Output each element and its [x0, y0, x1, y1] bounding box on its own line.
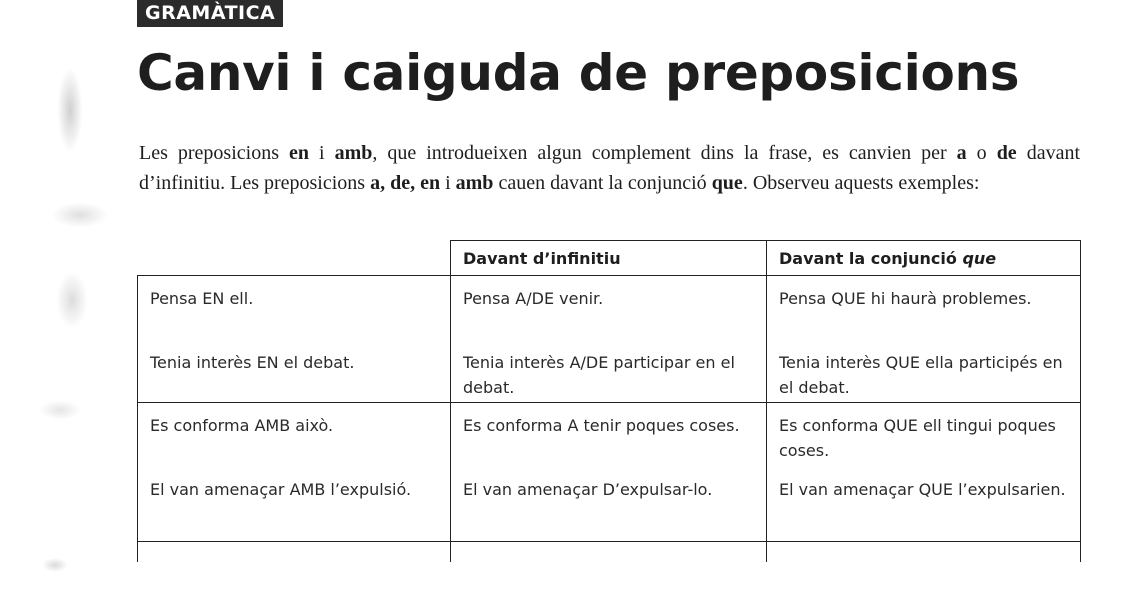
- page-title: Canvi i caiguda de preposicions: [137, 44, 1020, 102]
- table-cell: El van amenaçar D’expulsar-lo.: [451, 477, 767, 542]
- table-row: [138, 276, 1081, 351]
- header-before-que-label: Davant la conjunció: [779, 248, 963, 268]
- table-cell: Es conforma A tenir poques coses.: [451, 403, 767, 478]
- intro-keyword: de: [996, 142, 1017, 164]
- intro-text: o: [966, 142, 997, 164]
- header-empty-cell: [138, 241, 451, 276]
- table-cell: [138, 542, 451, 563]
- intro-text: davant d’infinitiu. Les preposicions: [139, 142, 1081, 194]
- intro-text: . Observeu aquests exemples:: [742, 172, 980, 194]
- table-cell: El van amenaçar QUE l’expulsarien.: [767, 477, 1081, 542]
- table-cell: Es conforma AMB això.: [138, 403, 451, 478]
- intro-keyword: amb: [455, 172, 494, 194]
- intro-keyword: en: [288, 142, 309, 164]
- intro-text: cauen davant la conjunció: [493, 172, 712, 194]
- table-cell: [767, 542, 1081, 563]
- table-cell: El van amenaçar AMB l’expulsió.: [138, 477, 451, 542]
- table-row: [138, 477, 1081, 542]
- table-cell: Tenia interès A/DE participar en el debat.: [451, 350, 767, 403]
- intro-paragraph: [139, 138, 1080, 198]
- intro-keyword: amb: [334, 142, 373, 164]
- table-row-cutoff: [138, 542, 1081, 563]
- intro-keyword: que: [711, 172, 743, 194]
- intro-keyword: a: [956, 142, 967, 164]
- intro-text: Les preposicions: [139, 142, 289, 164]
- table-cell: Tenia interès QUE ella participés en el debat.: [767, 350, 1081, 403]
- table-cell: Pensa EN ell.: [138, 276, 451, 351]
- table-cell: Pensa A/DE venir.: [451, 276, 767, 351]
- table-cell: Es conforma QUE ell tingui poques coses.: [767, 403, 1081, 478]
- intro-text: i: [440, 172, 456, 194]
- table-header-row: [138, 241, 1081, 276]
- table-cell: Pensa QUE hi haurà problemes.: [767, 276, 1081, 351]
- header-before-que: [767, 241, 1081, 276]
- intro-keyword: a, de, en: [370, 172, 441, 194]
- header-que-italic: que: [962, 248, 997, 268]
- intro-text: i: [308, 142, 335, 164]
- table-row: [138, 403, 1081, 478]
- table-cell: Tenia interès EN el debat.: [138, 350, 451, 403]
- intro-text: , que introdueixen algun complement dins la frase, es canvien per: [372, 142, 957, 164]
- scanned-page-edge: [0, 0, 135, 589]
- table-row: [138, 350, 1081, 403]
- preposition-table: [137, 240, 1081, 562]
- header-before-infinitive: Davant d’infinitiu: [451, 241, 767, 276]
- table-cell: [451, 542, 767, 563]
- section-tag: GRAMÀTICA: [137, 0, 283, 27]
